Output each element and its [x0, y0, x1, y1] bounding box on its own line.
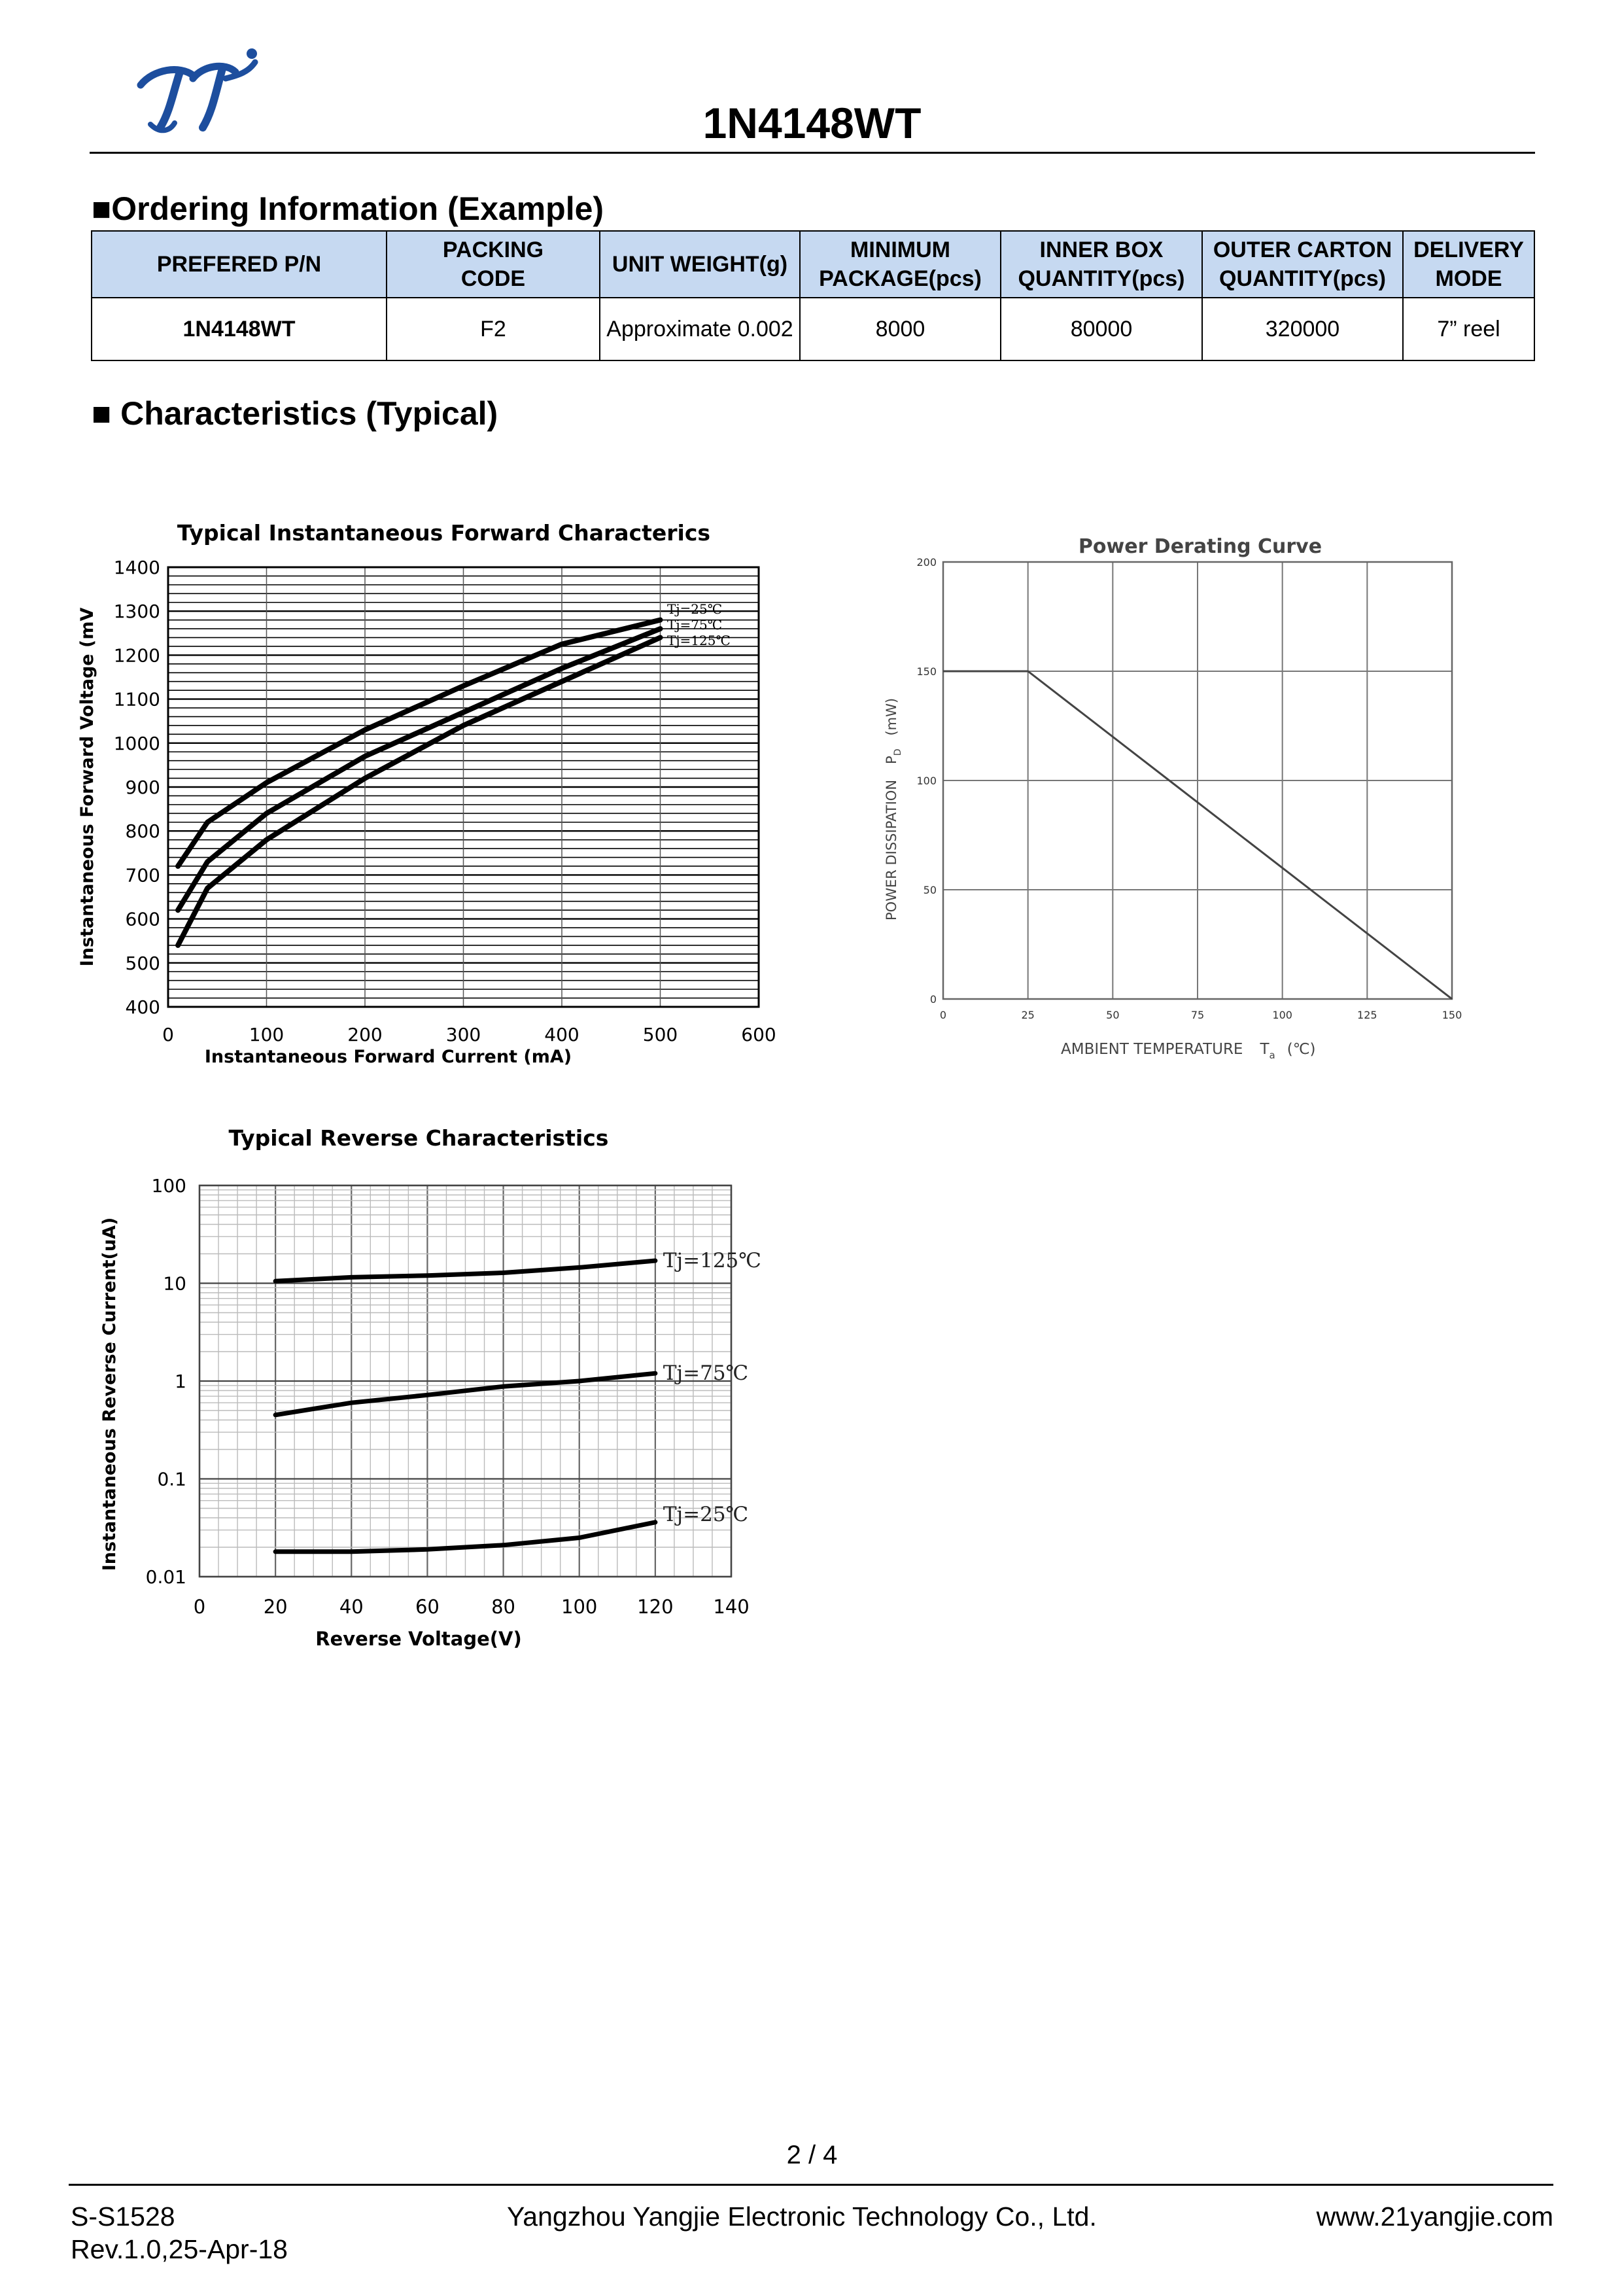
chart-title: Typical Instantaneous Forward Characterics	[177, 520, 711, 546]
x-tick-label: 200	[347, 1024, 383, 1045]
series-label: Tj=75℃	[663, 1361, 749, 1386]
column-header-part-number: PREFERED P/N	[92, 231, 387, 298]
part-number-title: 1N4148WT	[702, 99, 922, 147]
series-label: Tj=25℃	[663, 1502, 749, 1526]
x-tick-label: 100	[249, 1024, 285, 1045]
x-tick-label: 150	[1442, 1009, 1462, 1021]
y-tick-label: 100	[916, 775, 937, 787]
column-header-minimum-package: MINIMUM PACKAGE(pcs)	[800, 231, 1001, 298]
y-tick-label: 700	[125, 864, 160, 886]
x-axis-label: AMBIENT TEMPERATURE $T_a$ (℃)	[1061, 1041, 1316, 1061]
cell-unit-weight: Approximate 0.002	[600, 298, 800, 360]
cell-delivery-mode: 7” reel	[1403, 298, 1534, 360]
x-tick-label: 25	[1021, 1009, 1035, 1021]
ordering-table	[91, 230, 1535, 361]
x-tick-label: 60	[415, 1596, 440, 1618]
header-divider	[90, 152, 1535, 154]
column-header-packing-code: PACKING CODE	[387, 231, 600, 298]
x-tick-label: 0	[193, 1596, 206, 1618]
x-tick-label: 125	[1357, 1009, 1377, 1021]
x-tick-label: 20	[263, 1596, 288, 1618]
y-tick-label: 600	[125, 908, 160, 930]
column-header-delivery-mode: DELIVERY MODE	[1403, 231, 1534, 298]
chart-title: Typical Reverse Characteristics	[228, 1125, 609, 1151]
company-name: Yangzhou Yangjie Electronic Technology Co., Ltd.	[507, 2201, 1097, 2232]
table-header-row	[92, 231, 1534, 298]
cell-inner-box: 80000	[1001, 298, 1202, 360]
cell-part-number: 1N4148WT	[92, 298, 387, 360]
forward-characteristics-chart	[78, 517, 798, 1086]
y-tick-label: 1000	[113, 732, 160, 754]
series-label: Tj=125℃	[663, 1249, 761, 1273]
characteristics-section-title: ■ Characteristics (Typical)	[92, 395, 498, 432]
y-axis-label: Instantaneous Reverse Current(uA)	[99, 1217, 120, 1571]
y-tick-label: 1100	[113, 688, 160, 710]
x-tick-label: 80	[491, 1596, 516, 1618]
cell-outer-carton: 320000	[1202, 298, 1403, 360]
y-tick-label: 50	[923, 884, 937, 896]
column-header-unit-weight: UNIT WEIGHT(g)	[600, 231, 800, 298]
x-axis-label: Instantaneous Forward Current (mA)	[204, 1047, 572, 1067]
x-tick-label: 300	[445, 1024, 481, 1045]
y-tick-label: 800	[125, 820, 160, 843]
y-tick-label: 150	[916, 665, 937, 678]
x-tick-label: 0	[939, 1009, 947, 1021]
cell-minimum-package: 8000	[800, 298, 1001, 360]
table-row	[92, 298, 1534, 360]
footer-divider	[69, 2184, 1553, 2186]
legend-entry: Tj=125℃	[667, 633, 731, 648]
chart-title: Power Derating Curve	[1078, 535, 1322, 558]
cell-packing-code: F2	[387, 298, 600, 360]
derating-grid	[943, 562, 1452, 999]
ordering-section-title: ■Ordering Information (Example)	[92, 190, 604, 227]
y-tick-label: 0.01	[145, 1566, 186, 1588]
x-tick-label: 100	[1272, 1009, 1292, 1021]
x-tick-label: 100	[561, 1596, 598, 1618]
x-tick-label: 75	[1190, 1009, 1205, 1021]
y-tick-label: 400	[125, 996, 160, 1018]
y-tick-label: 500	[125, 952, 160, 974]
y-tick-label: 0	[929, 993, 937, 1006]
y-axis-label: POWER $DISSIPATIONP_D(mW)$	[884, 697, 903, 920]
y-tick-label: 200	[916, 556, 937, 569]
column-header-outer-carton: OUTER CARTON QUANTITY(pcs)	[1202, 231, 1403, 298]
revision-info: Rev.1.0,25-Apr-18	[71, 2234, 288, 2264]
y-tick-label: 1	[175, 1371, 186, 1392]
document-id: S-S1528	[71, 2201, 175, 2232]
power-derating-chart	[863, 527, 1491, 1076]
x-tick-label: 400	[544, 1024, 579, 1045]
x-tick-label: 50	[1106, 1009, 1120, 1021]
x-tick-label: 500	[642, 1024, 678, 1045]
x-axis-label: Reverse Voltage(V)	[315, 1628, 522, 1650]
legend-entry: Tj=75℃	[667, 617, 723, 633]
y-axis-label: Instantaneous Forward Voltage (mV	[77, 607, 97, 967]
x-tick-label: 140	[713, 1596, 750, 1618]
x-tick-label: 0	[162, 1024, 174, 1045]
y-tick-label: 0.1	[157, 1468, 186, 1490]
legend	[667, 601, 731, 648]
y-tick-label: 1300	[113, 601, 160, 623]
y-tick-label: 10	[163, 1272, 186, 1295]
reverse-characteristics-chart	[92, 1122, 811, 1665]
legend-entry: Tj=25℃	[667, 601, 723, 617]
y-tick-label: 1400	[113, 557, 160, 578]
website-link[interactable]: www.21yangjie.com	[1316, 2201, 1553, 2232]
y-tick-label: 1200	[113, 644, 160, 667]
y-tick-label: 100	[151, 1175, 186, 1197]
x-tick-label: 120	[637, 1596, 674, 1618]
y-tick-label: 900	[125, 777, 160, 798]
column-header-inner-box: INNER BOX QUANTITY(pcs)	[1001, 231, 1202, 298]
x-tick-label: 40	[339, 1596, 364, 1618]
reverse-grid	[199, 1185, 731, 1577]
x-tick-label: 600	[741, 1024, 776, 1045]
page-indicator: 2 / 4	[786, 2141, 838, 2169]
